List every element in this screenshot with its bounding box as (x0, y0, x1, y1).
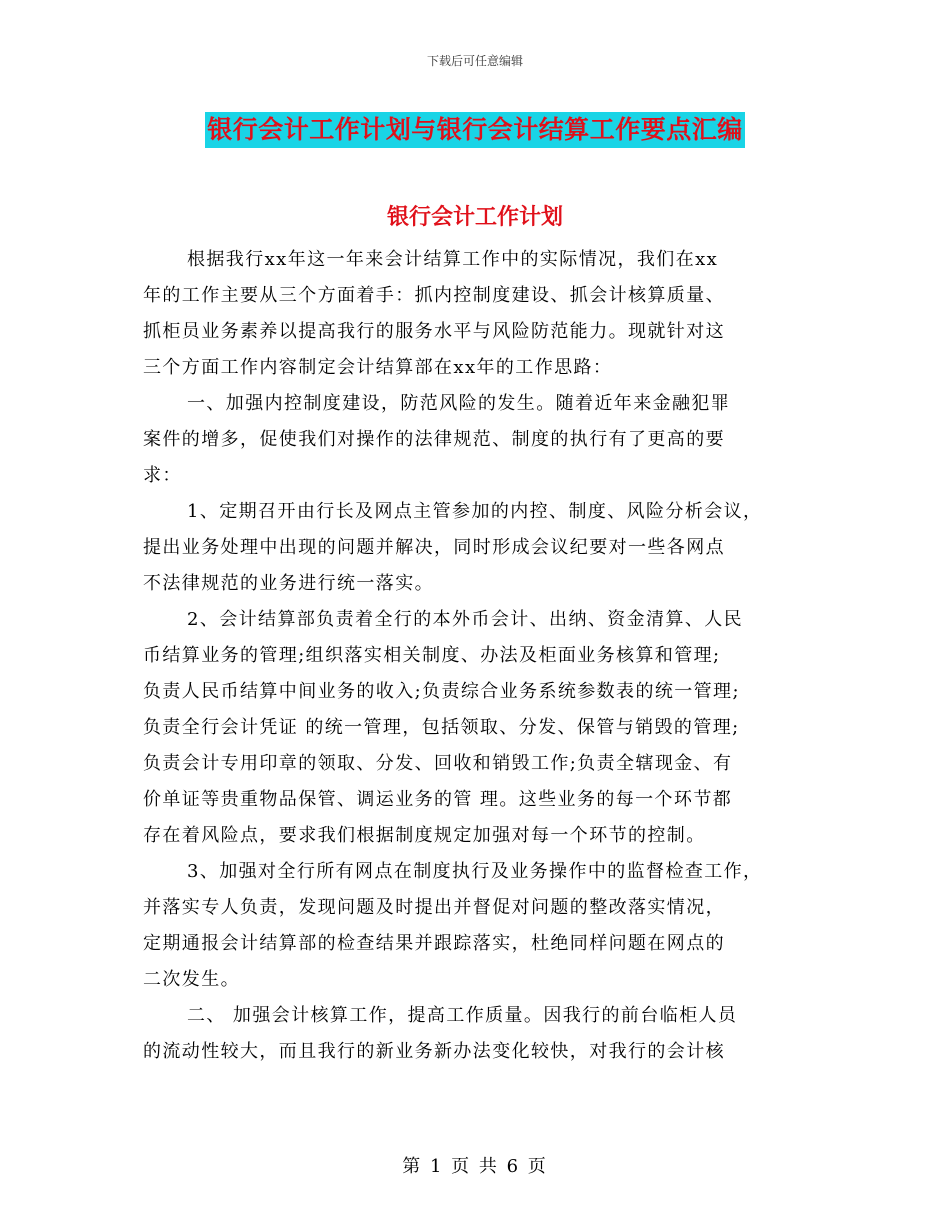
text-line: 年的工作主要从三个方面着手：抓内控制度建设、抓会计核算质量、 (143, 285, 725, 306)
text-line: 定期通报会计结算部的检查结果并跟踪落实，杜绝同样问题在网点的 (143, 933, 725, 954)
text-line: 抓柜员业务素养以提高我行的服务水平与风险防范能力。现就针对这 (143, 321, 725, 342)
text-line: 案件的增多，促使我们对操作的法律规范、制度的执行有了更高的要 (143, 429, 725, 450)
section-title: 银行会计工作计划 (386, 204, 563, 230)
text-line: 币结算业务的管理;组织落实相关制度、办法及柜面业务核算和管理; (143, 645, 721, 666)
text-line: 价单证等贵重物品保管、调运业务的管 理。这些业务的每一个环节都 (143, 789, 733, 810)
text-line: 三个方面工作内容制定会计结算部在xx年的工作思路： (143, 357, 613, 378)
text-line: 求： (143, 465, 182, 486)
page-footer: 第 1 页 共 6 页 (402, 1156, 548, 1177)
text-line: 负责人民币结算中间业务的收入;负责综合业务系统参数表的统一管理; (143, 681, 740, 702)
text-line: 3、加强对全行所有网点在制度执行及业务操作中的监督检查工作， (187, 861, 763, 882)
text-line: 二、 加强会计核算工作，提高工作质量。因我行的前台临柜人员 (187, 1005, 738, 1026)
document-title-text: 银行会计工作计划与银行会计结算工作要点汇编 (205, 112, 745, 148)
text-line: 并落实专人负责，发现问题及时提出并督促对问题的整改落实情况， (143, 897, 725, 918)
text-line: 存在着风险点，要求我们根据制度规定加强对每一个环节的控制。 (143, 825, 706, 846)
text-line: 负责全行会计凭证 的统一管理，包括领取、分发、保管与销毁的管理; (143, 717, 740, 738)
text-line: 不法律规范的业务进行统一落实。 (143, 573, 434, 594)
text-line: 二次发生。 (143, 969, 240, 990)
text-line: 根据我行xx年这一年来会计结算工作中的实际情况，我们在xx (187, 249, 719, 270)
text-line: 负责会计专用印章的领取、分发、回收和销毁工作;负责全辖现金、有 (143, 753, 733, 774)
text-line: 1、定期召开由行长及网点主管参加的内控、制度、风险分析会议， (187, 501, 763, 522)
text-line: 的流动性较大，而且我行的新业务新办法变化较快，对我行的会计核 (143, 1041, 725, 1062)
header-note: 下载后可任意编辑 (426, 54, 523, 68)
text-line: 一、加强内控制度建设，防范风险的发生。随着近年来金融犯罪 (187, 393, 731, 414)
text-line: 提出业务处理中出现的问题并解决，同时形成会议纪要对一些各网点 (143, 537, 725, 558)
document-title (0, 112, 950, 148)
text-line: 2、会计结算部负责着全行的本外币会计、出纳、资金清算、人民 (187, 609, 744, 630)
